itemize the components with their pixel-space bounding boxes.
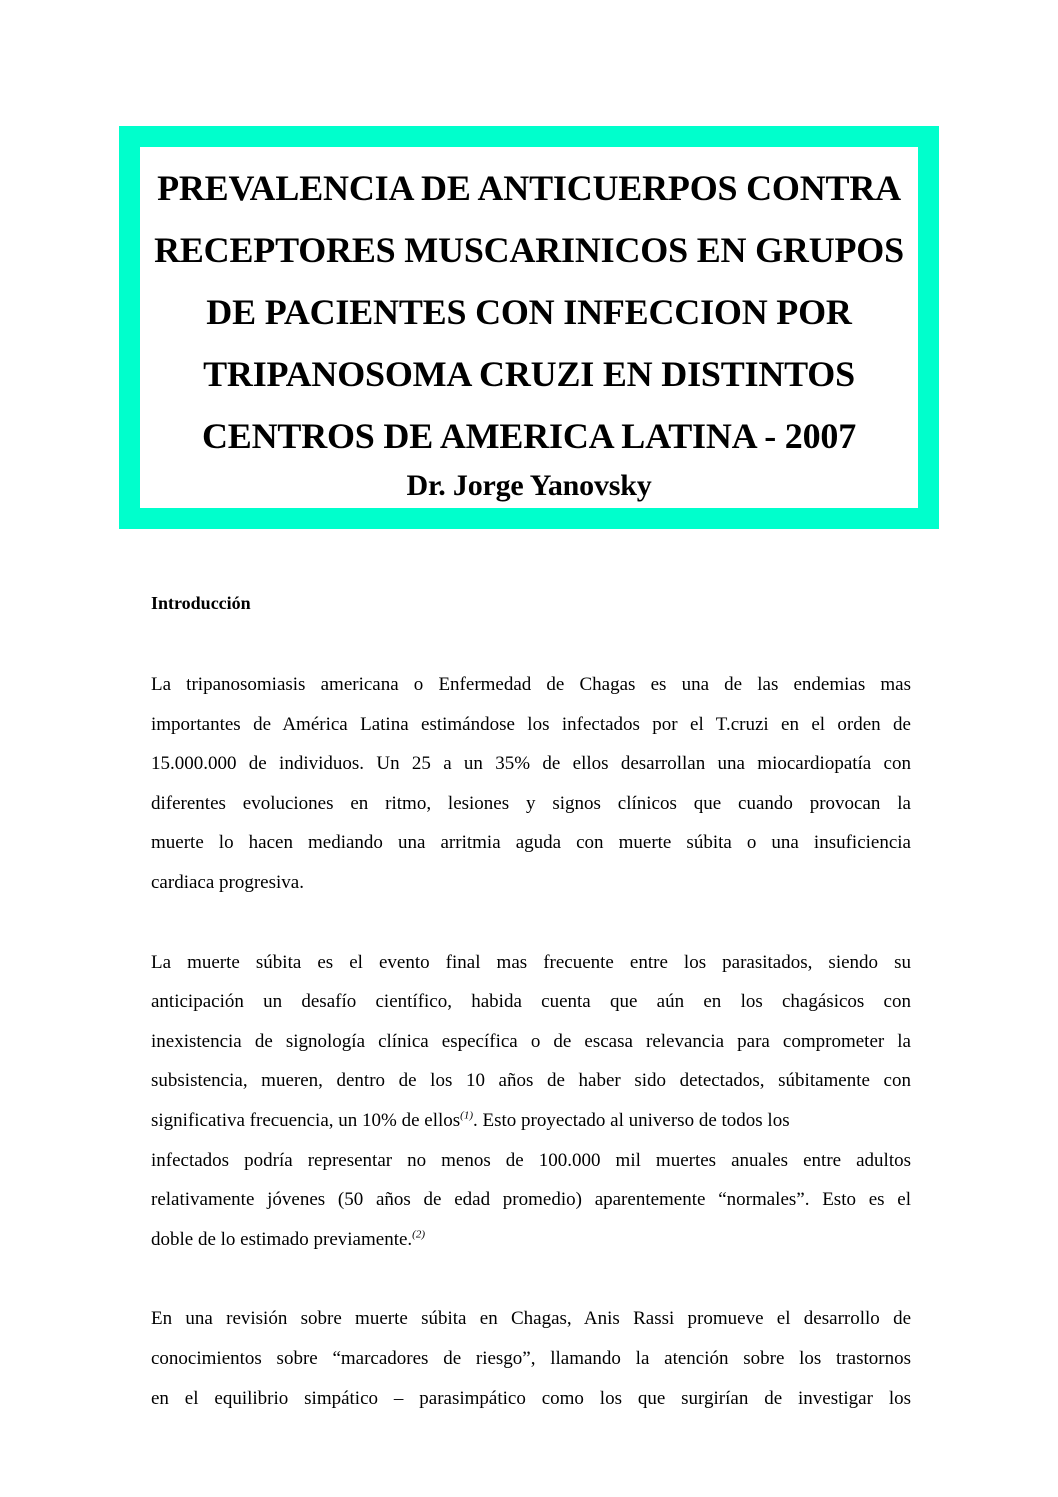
paragraph-3: [151, 1299, 911, 1418]
text-line: En una revisión sobre muerte súbita en Chagas, Anis Rassi promueve el desarrollo de: [151, 1308, 911, 1330]
text-line: relativamente jóvenes (50 años de edad promedio) aparentemente “normales”. Esto es el: [151, 1189, 911, 1211]
section-heading: Introducción: [151, 593, 251, 613]
paper-title: [140, 147, 918, 509]
text-line: conocimientos sobre “marcadores de riesgo”, llamando la atención sobre los trastornos: [151, 1347, 911, 1369]
text-line: muerte lo hacen mediando una arritmia aguda con muerte súbita o una insuficiencia: [151, 832, 911, 854]
title-line: TRIPANOSOMA CRUZI EN DISTINTOS: [203, 354, 855, 394]
text-line: La muerte súbita es el evento final mas frecuente entre los parasitados, siendo su: [151, 951, 911, 973]
text-line: subsistencia, mueren, dentro de los 10 años de haber sido detectados, súbitamente con: [151, 1070, 911, 1092]
text-segment: doble de lo estimado previamente.: [151, 1228, 413, 1250]
text-segment: . Esto proyectado al universo de todos los: [473, 1109, 790, 1131]
text-line: infectados podría representar no menos de 100.000 mil muertes anuales entre adultos: [151, 1149, 911, 1171]
title-line: RECEPTORES MUSCARINICOS EN GRUPOS: [154, 230, 904, 270]
text-line: [151, 1101, 911, 1141]
text-line: [151, 1220, 911, 1260]
text-line: diferentes evoluciones en ritmo, lesiones y signos clínicos que cuando provocan la: [151, 792, 911, 814]
article-body: [151, 586, 911, 1458]
title-line: PREVALENCIA DE ANTICUERPOS CONTRA: [157, 168, 901, 208]
text-line: 15.000.000 de individuos. Un 25 a un 35% de ellos desarrollan una miocardiopatía con: [151, 753, 911, 775]
citation-ref: (2): [412, 1228, 425, 1241]
citation-ref: (1): [460, 1109, 473, 1122]
title-box: [119, 126, 939, 529]
text-line: La tripanosomiasis americana o Enfermedad de Chagas es una de las endemias mas: [151, 674, 911, 695]
text-line: cardiaca progresiva.: [151, 871, 304, 893]
text-segment: significativa frecuencia, un 10% de ellos: [151, 1109, 461, 1131]
author-name: Dr. Jorge Yanovsky: [406, 469, 652, 502]
paragraph-1: [151, 665, 911, 903]
text-line: inexistencia de signología clínica específica o de escasa relevancia para comprometer la: [151, 1030, 911, 1052]
title-line: DE PACIENTES CON INFECCION POR: [206, 292, 852, 332]
title-line: CENTROS DE AMERICA LATINA - 2007: [201, 416, 857, 456]
paragraph-2: [151, 943, 911, 1260]
text-line: anticipación un desafío científico, habida cuenta que aún en los chagásicos con: [151, 991, 911, 1013]
text-line: en el equilibrio simpático – parasimpático como los que surgirían de investigar los: [151, 1387, 911, 1409]
text-line: importantes de América Latina estimándose los infectados por el T.cruzi en el orden de: [151, 713, 911, 735]
